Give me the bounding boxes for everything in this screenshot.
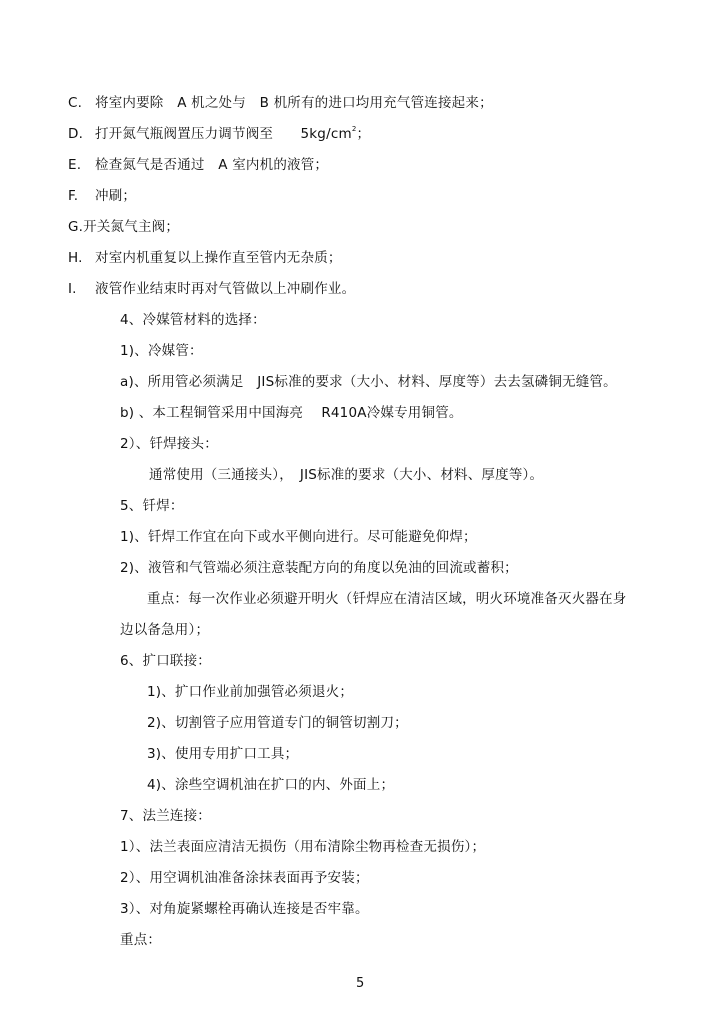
page-number: 5	[356, 976, 365, 991]
step-d	[68, 125, 370, 143]
step-i	[68, 280, 355, 298]
step-text: 对室内机重复以上操作直至管内无杂质；	[95, 250, 342, 266]
step-label: I.	[68, 281, 77, 297]
list-item: 3）、对角旋紧螺栓再确认连接是否牢靠。	[120, 901, 369, 917]
paragraph: 2)、液管和气管端必须注意装配方向的角度以免油的回流或蓄积；	[120, 560, 518, 576]
step-text-tail: ；	[356, 126, 371, 142]
paragraph: 1)、钎焊工作宜在向下或水平侧向进行。尽可能避免仰焊；	[120, 529, 477, 545]
section-heading: 4、冷媒管材料的选择：	[120, 312, 266, 328]
step-label: F.	[68, 188, 79, 204]
paragraph: 通常使用（三通接头）， JIS标准的要求（大小、材料、厚度等）。	[149, 467, 544, 483]
step-label: H.	[68, 250, 83, 266]
step-text: 打开氮气瓶阀置压力调节阀至 5kg/cm	[95, 126, 352, 142]
list-item: 3)、使用专用扩口工具；	[147, 746, 299, 762]
list-item: 4)、涂些空调机油在扩口的内、外面上；	[147, 777, 395, 793]
list-item: 2）、用空调机油准备涂抹表面再予安装；	[120, 870, 369, 886]
paragraph: b) 、本工程铜管采用中国海亮 R410A冷媒专用铜管。	[120, 405, 463, 421]
section-heading: 5、钎焊：	[120, 498, 184, 514]
key-note: 重点：	[120, 932, 162, 948]
step-h	[68, 249, 342, 267]
step-text: G.开关氮气主阀；	[68, 219, 180, 235]
step-c	[68, 94, 493, 112]
list-item: 1)、扩口作业前加强管必须退火；	[147, 684, 354, 700]
subsection-heading: 1)、冷媒管：	[120, 343, 203, 359]
step-text: 液管作业结束时再对气管做以上冲刷作业。	[95, 281, 356, 297]
step-text: 冲刷；	[95, 188, 137, 204]
step-f	[68, 187, 136, 205]
step-label: D.	[68, 126, 84, 142]
paragraph: a)、所用管必须满足 JIS标准的要求（大小、材料、厚度等）去去氢磷铜无缝管。	[120, 374, 617, 390]
step-text: 检查氮气是否通过 A 室内机的液管；	[95, 157, 329, 173]
key-note: 重点：每一次作业必须避开明火（钎焊应在清洁区域，明火环境准备灭火器在身	[147, 591, 627, 607]
step-g	[68, 218, 179, 236]
subsection-heading: 2）、钎焊接头：	[120, 436, 218, 452]
section-heading: 6、扩口联接：	[120, 653, 211, 669]
step-label: C.	[68, 95, 83, 111]
list-item: 2)、切割管子应用管道专门的铜管切割刀；	[147, 715, 408, 731]
superscript: 2	[351, 125, 357, 133]
step-text: 将室内要除 A 机之处与 B 机所有的进口均用充气管连接起来；	[95, 95, 493, 111]
step-label: E.	[68, 157, 82, 173]
step-e	[68, 156, 328, 174]
key-note-continued: 边以备急用）；	[120, 622, 210, 638]
section-heading: 7、法兰连接：	[120, 808, 211, 824]
list-item: 1）、法兰表面应清洁无损伤（用布清除尘物再检查无损伤）；	[120, 839, 486, 855]
